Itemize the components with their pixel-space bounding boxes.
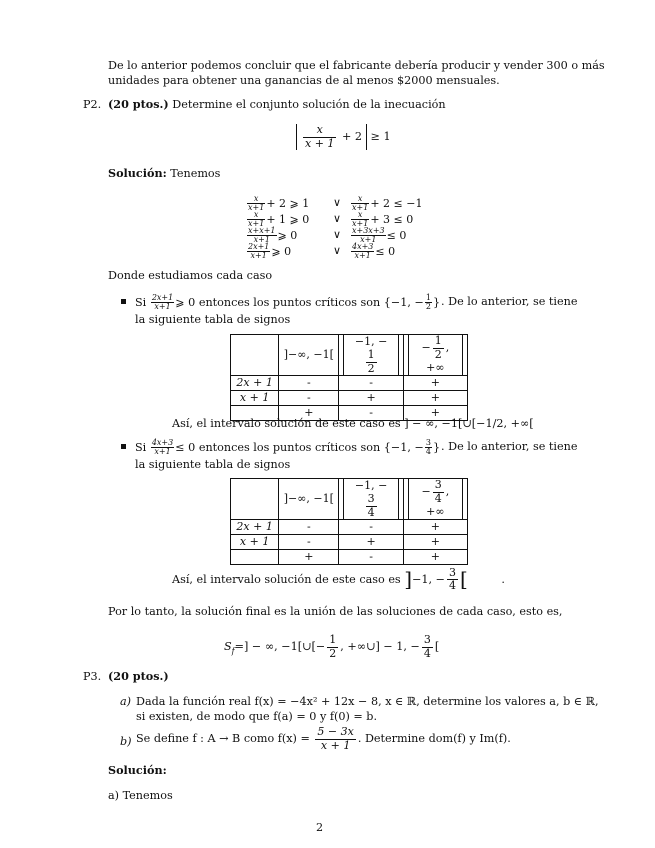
cases-intro: Donde estudiamos cada caso [108, 269, 273, 282]
p2-system [0, 195, 655, 259]
case-2-line-2: la siguiente tabla de signos [135, 457, 291, 471]
final-solution: $S_f=$] − ∞, −1[∪[− $\frac{1}{2}$ , +∞∪] − 1, − $\frac{3}{4}$ [ [224, 633, 440, 660]
page-number: 2 [316, 821, 324, 834]
p3-b-line: Se define f : A → B como f(x) = $\frac{5 - 3x}{x + 1}$ . Determine dom(f) y Im(f). [136, 725, 511, 752]
case-2 [135, 438, 578, 472]
p2-solution-text: Tenemos [170, 167, 221, 180]
final-text: Por lo tanto, la solución final es la unión de las soluciones de cada caso, esto es, [108, 605, 563, 618]
case-1 [135, 293, 578, 327]
p2-solution-label: Solución: [108, 166, 167, 180]
p3-a-line-2: si existen, de modo que f(a) = 0 y f(0) = b. [136, 710, 378, 723]
ineq-denominator: x + 1 [305, 136, 335, 150]
system-right-2: $\frac{x+3x+3}{x+1}$ ≤ 0 [352, 226, 407, 245]
p3-a-line-1: Dada la función real f(x) = −4x² + 12x − 8, x ∈ ℝ, determine los valores a, b ∈ ℝ, [136, 695, 599, 708]
sign-table-2-header-1: ]−∞, −1[ [279, 479, 339, 520]
bullet-icon [121, 444, 126, 449]
table-row: 2x + 1 - - + [231, 520, 468, 535]
or-symbol: ∨ [333, 196, 342, 209]
table-row: + - + [231, 406, 468, 421]
system-right-3: $\frac{4x+3}{x+1}$ ≤ 0 [352, 242, 396, 261]
table-row: x + 1 - + + [231, 535, 468, 550]
or-symbol: ∨ [333, 244, 342, 257]
p3-b-label: b) [120, 735, 132, 748]
system-right-0: $\frac{x}{x+1}$ + 2 ≤ −1 [352, 194, 423, 213]
intro-line-1: De lo anterior podemos concluir que el fabricante debería producir y vender 300 o más [108, 59, 605, 72]
case-2-result: Así, el intervalo solución de este caso es ]−1, − $\frac{3}{4}$ [ . [172, 565, 505, 593]
ineq-rest: + 2 [341, 130, 363, 144]
p3-points: (20 ptos.) [108, 669, 169, 683]
sign-table-1-header-1: ]−∞, −1[ [279, 335, 339, 376]
table-row: x + 1 - + + [231, 391, 468, 406]
system-left-3: $\frac{2x+1}{x+1}$ ⩾ 0 [248, 242, 292, 261]
p2-solution-line [108, 166, 220, 181]
p3-solution-label: Solución: [108, 763, 167, 777]
or-symbol: ∨ [333, 212, 342, 225]
ineq-fraction [303, 124, 336, 150]
p3-solution-a: a) Tenemos [108, 789, 173, 802]
system-left-2: $\frac{x+x+1}{x+1}$ ⩾ 0 [248, 226, 298, 245]
p2-statement-line [108, 97, 446, 112]
sign-table-2: ]−∞, −1[ −1, − $\frac{3}{4}$ − $\frac{3}{4}$ , +∞ 2x + 1 - - + x + 1 - + + + - + [230, 478, 468, 565]
case-1-line-1: Si $\frac{2x+1}{x+1}$ ⩾ 0 entonces los puntos críticos son {−1, − $\frac{1}{2}$ } . De lo anterior, se tiene [135, 293, 578, 312]
case-1-result: Así, el intervalo solución de este caso es ] − ∞, −1[∪[−1/2, +∞[ [172, 417, 534, 430]
p3-a-label: a) [120, 695, 132, 708]
p2-inequality [296, 124, 391, 150]
case-2-line-1: Si $\frac{4x+3}{x+1}$ ≤ 0 entonces los puntos críticos son {−1, − $\frac{3}{4}$ } . De lo anterior, se tiene [135, 438, 578, 457]
p3-label: P3. [83, 670, 102, 683]
sign-table-1: ]−∞, −1[ −1, − $\frac{1}{2}$ − $\frac{1}{2}$ , +∞ 2x + 1 - - + x + 1 - + + + - + [230, 334, 468, 421]
system-left-1: $\frac{x}{x+1}$ + 1 ⩾ 0 [248, 210, 310, 229]
case-1-line-2: la siguiente tabla de signos [135, 312, 291, 326]
bullet-icon [121, 299, 126, 304]
system-left-0: $\frac{x}{x+1}$ + 2 ⩾ 1 [248, 194, 310, 213]
p2-label: P2. [83, 98, 102, 111]
table-row: + - + [231, 550, 468, 565]
system-right-1: $\frac{x}{x+1}$ + 3 ≤ 0 [352, 210, 414, 229]
table-row: 2x + 1 - - + [231, 376, 468, 391]
absolute-value [296, 124, 367, 150]
or-symbol: ∨ [333, 228, 342, 241]
p2-statement: Determine el conjunto solución de la inecuación [172, 98, 446, 111]
ineq-rhs: ≥ 1 [370, 130, 391, 144]
intro-line-2: unidades para obtener una ganancias de al menos $2000 mensuales. [108, 74, 500, 87]
ineq-numerator: x [303, 124, 336, 138]
p2-points: (20 ptos.) [108, 97, 169, 111]
